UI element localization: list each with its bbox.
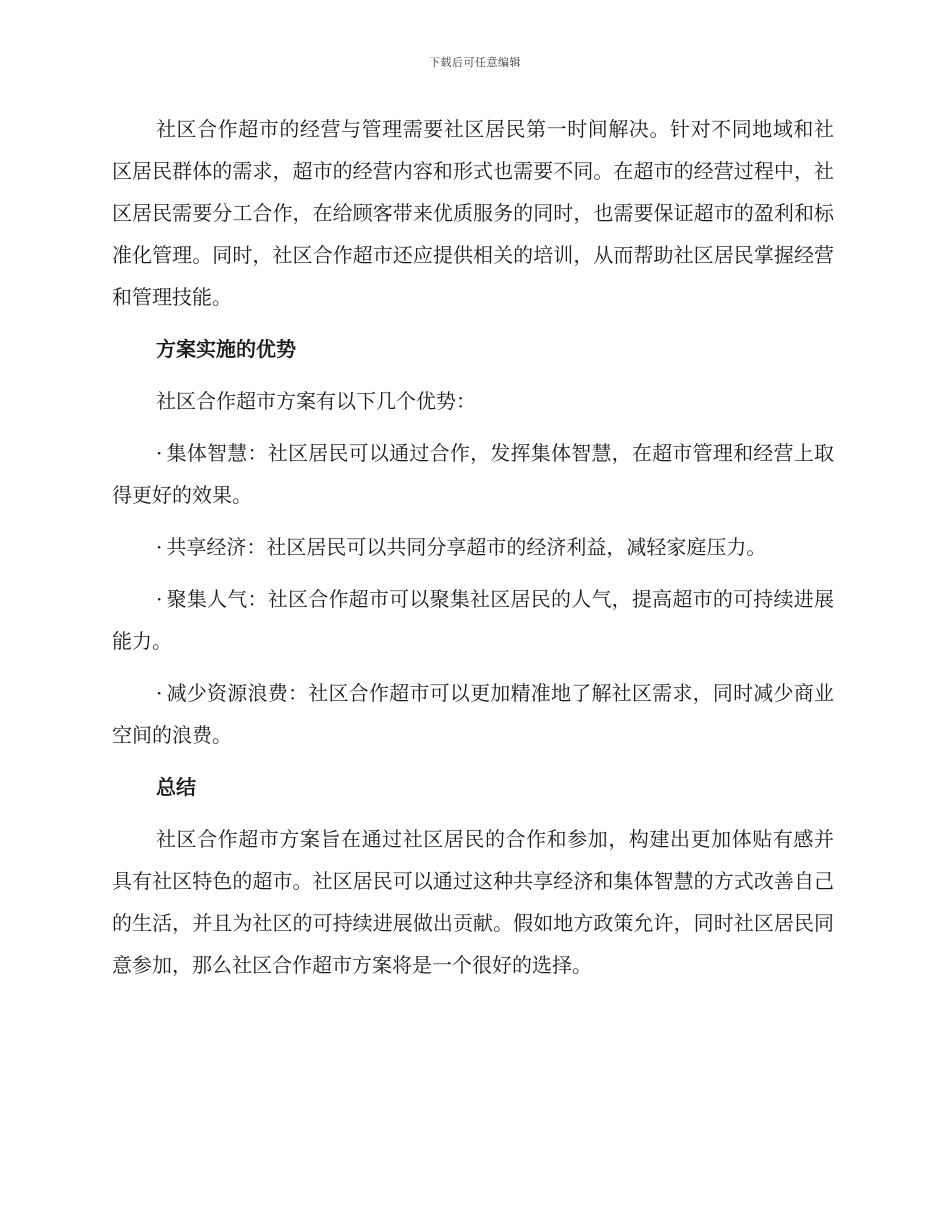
section-heading-advantages: 方案实施的优势 xyxy=(156,337,296,361)
paragraph-management: 社区合作超市的经营与管理需要社区居民第一时间解决。针对不同地域和社区居民群体的需求，超市的经营内容和形式也需要不同。在超市的经营过程中，社区居民需要分工合作，在给顾客带来优质服务的同时，也需要保证超市的盈利和标准化管理。同时，社区合作超市还应提供相关的培训，从而帮助社区居民掌握经营和管理技能。 xyxy=(112,117,834,309)
paragraph-advantages-intro: 社区合作超市方案有以下几个优势： xyxy=(156,389,476,413)
bullet-marker: · xyxy=(156,587,163,611)
bullet-item xyxy=(112,526,834,568)
section-heading-summary: 总结 xyxy=(156,775,196,799)
document-body xyxy=(112,108,834,996)
bullet-marker: · xyxy=(156,535,163,559)
bullet-item xyxy=(112,432,834,516)
bullet-item xyxy=(112,578,834,662)
paragraph-summary: 社区合作超市方案旨在通过社区居民的合作和参加，构建出更加体贴有感并具有社区特色的超市。社区居民可以通过这种共享经济和集体智慧的方式改善自己的生活，并且为社区的可持续进展做出贡献。假如地方政策允许，同时社区居民同意参加，那么社区合作超市方案将是一个很好的选择。 xyxy=(112,827,834,977)
bullet-text: 聚集人气：社区合作超市可以聚集社区居民的人气，提高超市的可持续进展能力。 xyxy=(112,587,834,653)
bullet-text: 减少资源浪费：社区合作超市可以更加精准地了解社区需求，同时减少商业空间的浪费。 xyxy=(112,681,834,747)
bullet-marker: · xyxy=(156,441,163,465)
bullet-text: 集体智慧：社区居民可以通过合作，发挥集体智慧，在超市管理和经营上取得更好的效果。 xyxy=(112,441,834,507)
bullet-text: 共享经济：社区居民可以共同分享超市的经济利益，减轻家庭压力。 xyxy=(166,535,767,559)
bullet-item xyxy=(112,672,834,756)
header-note: 下载后可任意编辑 xyxy=(429,56,521,69)
bullet-marker: · xyxy=(156,681,163,705)
